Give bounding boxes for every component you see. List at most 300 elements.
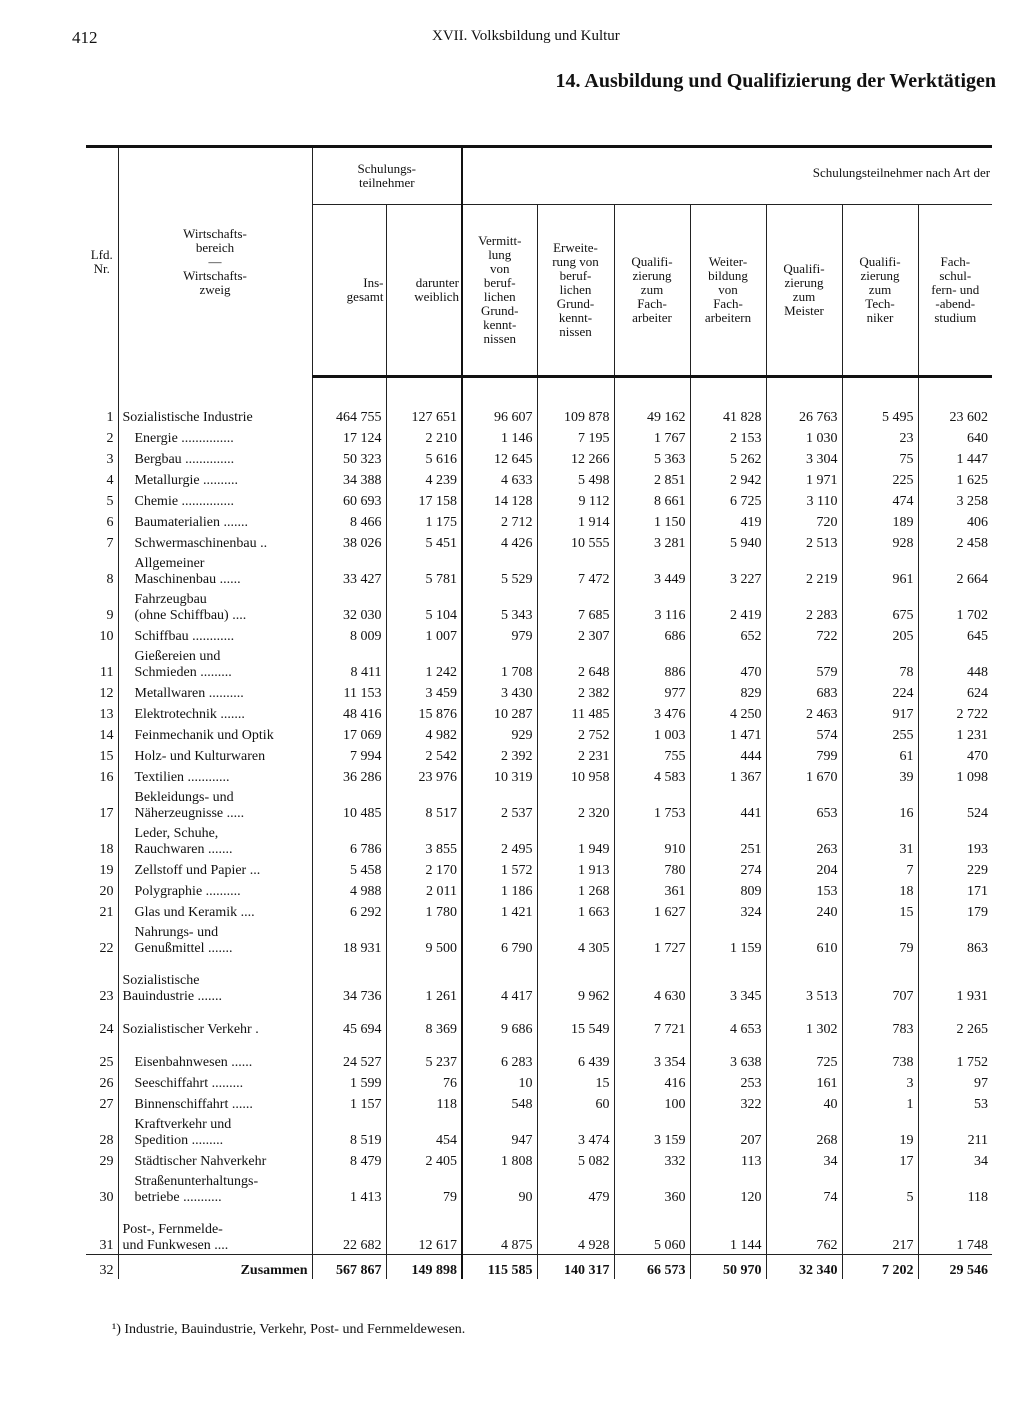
- table-row: [86, 531, 992, 552]
- cell-value: 3 449: [614, 552, 690, 588]
- cell-value: 1 242: [386, 645, 462, 681]
- table-row: [86, 1038, 992, 1071]
- cell-value: 2 542: [386, 744, 462, 765]
- table-row: [86, 681, 992, 702]
- cell-value: 5 451: [386, 531, 462, 552]
- row-label: Eisenbahnwesen ......: [118, 1038, 312, 1071]
- table-row: [86, 765, 992, 786]
- cell-value: 12 617: [386, 1206, 462, 1255]
- cell-value: 61: [842, 744, 918, 765]
- row-number: 2: [106, 431, 114, 446]
- cell-value: 645: [918, 624, 992, 645]
- cell-value: 1 627: [614, 900, 690, 921]
- cell-value: 16: [842, 786, 918, 822]
- row-label: Schiffbau ............: [118, 624, 312, 645]
- row-label: Elektrotechnik .......: [118, 702, 312, 723]
- cell-value: 1 421: [462, 900, 537, 921]
- cell-value: 8 411: [312, 645, 386, 681]
- cell-value: 34: [918, 1149, 992, 1170]
- cell-value: 3 159: [614, 1113, 690, 1149]
- cell-value: 5 082: [537, 1149, 614, 1170]
- table-row: [86, 645, 992, 681]
- cell-value: 2 463: [766, 702, 842, 723]
- row-number: 17: [99, 806, 114, 821]
- cell-value: 448: [918, 645, 992, 681]
- statistics-table: [86, 145, 992, 1279]
- header-c7: Fach- schul- fern- und -abend- studium: [918, 205, 992, 377]
- row-label: Gießereien und Schmieden .........: [118, 645, 312, 681]
- cell-value: 4 305: [537, 921, 614, 957]
- table-body: [86, 377, 992, 1280]
- row-number: 29: [99, 1154, 114, 1169]
- table-row: [86, 1071, 992, 1092]
- cell-value: 7 202: [842, 1255, 918, 1280]
- cell-value: 1 780: [386, 900, 462, 921]
- cell-value: 725: [766, 1038, 842, 1071]
- row-number: 18: [99, 842, 114, 857]
- cell-value: 1 157: [312, 1092, 386, 1113]
- table-row: [86, 858, 992, 879]
- cell-value: 33 427: [312, 552, 386, 588]
- row-number: 3: [106, 452, 114, 467]
- header-art-group: Schulungsteilnehmer nach Art der: [462, 147, 992, 205]
- cell-value: 8 009: [312, 624, 386, 645]
- cell-value: 5 495: [842, 377, 918, 427]
- cell-value: 3 281: [614, 531, 690, 552]
- cell-value: 60: [537, 1092, 614, 1113]
- row-number: 32: [86, 1255, 118, 1280]
- cell-value: 762: [766, 1206, 842, 1255]
- cell-value: 675: [842, 588, 918, 624]
- cell-value: 683: [766, 681, 842, 702]
- row-label: Bekleidungs- und Näherzeugnisse .....: [118, 786, 312, 822]
- cell-value: 738: [842, 1038, 918, 1071]
- table-row: [86, 1092, 992, 1113]
- row-label: Sozialistischer Verkehr .: [118, 1005, 312, 1038]
- cell-value: 7 472: [537, 552, 614, 588]
- cell-value: 45 694: [312, 1005, 386, 1038]
- cell-value: 3 345: [690, 957, 766, 1005]
- row-label: Allgemeiner Maschinenbau ......: [118, 552, 312, 588]
- cell-value: 75: [842, 447, 918, 468]
- row-number: 12: [99, 686, 114, 701]
- cell-value: 1 471: [690, 723, 766, 744]
- cell-value: 2 851: [614, 468, 690, 489]
- cell-value: 1 146: [462, 426, 537, 447]
- cell-value: 193: [918, 822, 992, 858]
- cell-value: 3 430: [462, 681, 537, 702]
- cell-value: 3 110: [766, 489, 842, 510]
- cell-value: 2 307: [537, 624, 614, 645]
- cell-value: 127 651: [386, 377, 462, 427]
- table-row: [86, 702, 992, 723]
- cell-value: 4 633: [462, 468, 537, 489]
- header-c2: Erweite- rung von beruf- lichen Grund- kennt- nissen: [537, 205, 614, 377]
- cell-value: 8 466: [312, 510, 386, 531]
- cell-value: 17 124: [312, 426, 386, 447]
- row-label: Leder, Schuhe, Rauchwaren .......: [118, 822, 312, 858]
- cell-value: 79: [842, 921, 918, 957]
- cell-value: 1 931: [918, 957, 992, 1005]
- row-label: Binnenschiffahrt ......: [118, 1092, 312, 1113]
- cell-value: 229: [918, 858, 992, 879]
- row-label: Seeschiffahrt .........: [118, 1071, 312, 1092]
- cell-value: 6 790: [462, 921, 537, 957]
- cell-value: 470: [690, 645, 766, 681]
- cell-value: 2 283: [766, 588, 842, 624]
- header-c6: Qualifi- zierung zum Tech- niker: [842, 205, 918, 377]
- row-number: 25: [99, 1055, 114, 1070]
- row-label: Bergbau ..............: [118, 447, 312, 468]
- cell-value: 253: [690, 1071, 766, 1092]
- cell-value: 910: [614, 822, 690, 858]
- cell-value: 29 546: [918, 1255, 992, 1280]
- row-number: 31: [99, 1238, 114, 1253]
- cell-value: 9 686: [462, 1005, 537, 1038]
- cell-value: 74: [766, 1170, 842, 1206]
- header-insgesamt: Ins- gesamt: [312, 205, 386, 377]
- table-row: [86, 1206, 992, 1255]
- cell-value: 1 231: [918, 723, 992, 744]
- cell-value: 97: [918, 1071, 992, 1092]
- cell-value: 640: [918, 426, 992, 447]
- cell-value: 224: [842, 681, 918, 702]
- cell-value: 18 931: [312, 921, 386, 957]
- table-row: [86, 822, 992, 858]
- header-teilnehmer-group: Schulungs- teilnehmer: [312, 147, 462, 205]
- cell-value: 361: [614, 879, 690, 900]
- row-number: 4: [106, 473, 114, 488]
- cell-value: 1 971: [766, 468, 842, 489]
- cell-value: 979: [462, 624, 537, 645]
- cell-value: 2 265: [918, 1005, 992, 1038]
- cell-value: 809: [690, 879, 766, 900]
- cell-value: 11 485: [537, 702, 614, 723]
- cell-value: 4 988: [312, 879, 386, 900]
- header-weiblich: darunter weiblich: [386, 205, 462, 377]
- running-head: XVII. Volksbildung und Kultur: [432, 28, 620, 44]
- table-row: [86, 489, 992, 510]
- cell-value: 780: [614, 858, 690, 879]
- cell-value: 755: [614, 744, 690, 765]
- cell-value: 4 928: [537, 1206, 614, 1255]
- cell-value: 22 682: [312, 1206, 386, 1255]
- row-number: 8: [106, 572, 114, 587]
- header-lfd: Lfd. Nr.: [86, 147, 118, 377]
- cell-value: 2 458: [918, 531, 992, 552]
- cell-value: 928: [842, 531, 918, 552]
- cell-value: 3 258: [918, 489, 992, 510]
- cell-value: 548: [462, 1092, 537, 1113]
- table-row: [86, 723, 992, 744]
- cell-value: 15 876: [386, 702, 462, 723]
- row-number: 23: [99, 989, 114, 1004]
- cell-value: 961: [842, 552, 918, 588]
- cell-value: 6 725: [690, 489, 766, 510]
- table-row: [86, 510, 992, 531]
- cell-value: 929: [462, 723, 537, 744]
- cell-value: 610: [766, 921, 842, 957]
- header-wirtschaft: Wirtschafts- bereich — Wirtschafts- zweig: [118, 147, 312, 377]
- cell-value: 783: [842, 1005, 918, 1038]
- cell-value: 76: [386, 1071, 462, 1092]
- cell-value: 11 153: [312, 681, 386, 702]
- cell-value: 4 417: [462, 957, 537, 1005]
- cell-value: 17 069: [312, 723, 386, 744]
- cell-value: 207: [690, 1113, 766, 1149]
- cell-value: 5 458: [312, 858, 386, 879]
- cell-value: 3 227: [690, 552, 766, 588]
- cell-value: 1 753: [614, 786, 690, 822]
- cell-value: 24 527: [312, 1038, 386, 1071]
- cell-value: 652: [690, 624, 766, 645]
- cell-value: 5 363: [614, 447, 690, 468]
- row-label: Metallwaren ..........: [118, 681, 312, 702]
- cell-value: 1 007: [386, 624, 462, 645]
- cell-value: 1 599: [312, 1071, 386, 1092]
- cell-value: 78: [842, 645, 918, 681]
- table-row: [86, 426, 992, 447]
- table-row: [86, 921, 992, 957]
- cell-value: 2 382: [537, 681, 614, 702]
- cell-value: 38 026: [312, 531, 386, 552]
- cell-value: 5: [842, 1170, 918, 1206]
- row-number: 24: [99, 1022, 114, 1037]
- cell-value: 1 302: [766, 1005, 842, 1038]
- row-number: 16: [99, 770, 114, 785]
- cell-value: 7 721: [614, 1005, 690, 1038]
- cell-value: 2 722: [918, 702, 992, 723]
- cell-value: 722: [766, 624, 842, 645]
- section-title: 14. Ausbildung und Qualifizierung der Werktätigen: [555, 70, 996, 92]
- cell-value: 7 195: [537, 426, 614, 447]
- table-row: [86, 552, 992, 588]
- cell-value: 17: [842, 1149, 918, 1170]
- cell-value: 23 602: [918, 377, 992, 427]
- cell-value: 416: [614, 1071, 690, 1092]
- cell-value: 90: [462, 1170, 537, 1206]
- cell-value: 4 583: [614, 765, 690, 786]
- cell-value: 10 319: [462, 765, 537, 786]
- row-label: Schwermaschinenbau ..: [118, 531, 312, 552]
- cell-value: 720: [766, 510, 842, 531]
- cell-value: 3 459: [386, 681, 462, 702]
- cell-value: 7 685: [537, 588, 614, 624]
- row-label: Metallurgie ..........: [118, 468, 312, 489]
- table-row: [86, 1255, 992, 1280]
- cell-value: 153: [766, 879, 842, 900]
- cell-value: 34 736: [312, 957, 386, 1005]
- cell-value: 2 419: [690, 588, 766, 624]
- cell-value: 3 638: [690, 1038, 766, 1071]
- cell-value: 115 585: [462, 1255, 537, 1280]
- page-number: 412: [72, 28, 98, 47]
- cell-value: 454: [386, 1113, 462, 1149]
- cell-value: 707: [842, 957, 918, 1005]
- table-row: [86, 447, 992, 468]
- cell-value: 23 976: [386, 765, 462, 786]
- cell-value: 5 237: [386, 1038, 462, 1071]
- cell-value: 217: [842, 1206, 918, 1255]
- row-label: Nahrungs- und Genußmittel .......: [118, 921, 312, 957]
- row-number: 10: [99, 629, 114, 644]
- row-label: Sozialistische Industrie: [118, 377, 312, 427]
- cell-value: 886: [614, 645, 690, 681]
- cell-value: 60 693: [312, 489, 386, 510]
- cell-value: 32 340: [766, 1255, 842, 1280]
- cell-value: 8 517: [386, 786, 462, 822]
- table-row: [86, 957, 992, 1005]
- row-number: 20: [99, 884, 114, 899]
- cell-value: 113: [690, 1149, 766, 1170]
- cell-value: 1 913: [537, 858, 614, 879]
- cell-value: 4 250: [690, 702, 766, 723]
- cell-value: 49 162: [614, 377, 690, 427]
- row-number: 14: [99, 728, 114, 743]
- cell-value: 118: [918, 1170, 992, 1206]
- cell-value: 240: [766, 900, 842, 921]
- cell-value: 1 186: [462, 879, 537, 900]
- cell-value: 322: [690, 1092, 766, 1113]
- cell-value: 9 112: [537, 489, 614, 510]
- row-number: 9: [106, 608, 114, 623]
- cell-value: 10 287: [462, 702, 537, 723]
- cell-value: 34 388: [312, 468, 386, 489]
- cell-value: 10 555: [537, 531, 614, 552]
- cell-value: 2 392: [462, 744, 537, 765]
- cell-value: 14 128: [462, 489, 537, 510]
- cell-value: 1 702: [918, 588, 992, 624]
- cell-value: 917: [842, 702, 918, 723]
- cell-value: 255: [842, 723, 918, 744]
- cell-value: 3 354: [614, 1038, 690, 1071]
- cell-value: 2 320: [537, 786, 614, 822]
- cell-value: 225: [842, 468, 918, 489]
- row-label: Polygraphie ..........: [118, 879, 312, 900]
- cell-value: 1 670: [766, 765, 842, 786]
- cell-value: 3 513: [766, 957, 842, 1005]
- row-number: 6: [106, 515, 114, 530]
- row-label: Zellstoff und Papier ...: [118, 858, 312, 879]
- cell-value: 189: [842, 510, 918, 531]
- cell-value: 10: [462, 1071, 537, 1092]
- row-label: Post-, Fernmelde- und Funkwesen ....: [118, 1206, 312, 1255]
- cell-value: 2 942: [690, 468, 766, 489]
- cell-value: 1 367: [690, 765, 766, 786]
- row-number: 1: [106, 410, 114, 425]
- cell-value: 171: [918, 879, 992, 900]
- cell-value: 251: [690, 822, 766, 858]
- cell-value: 1 625: [918, 468, 992, 489]
- cell-value: 8 519: [312, 1113, 386, 1149]
- row-label: Sozialistische Bauindustrie .......: [118, 957, 312, 1005]
- cell-value: 1 098: [918, 765, 992, 786]
- row-number: 30: [99, 1190, 114, 1205]
- cell-value: 50 323: [312, 447, 386, 468]
- cell-value: 1 727: [614, 921, 690, 957]
- cell-value: 419: [690, 510, 766, 531]
- cell-value: 441: [690, 786, 766, 822]
- cell-value: 470: [918, 744, 992, 765]
- cell-value: 444: [690, 744, 766, 765]
- row-number: 5: [106, 494, 114, 509]
- header-c5: Qualifi- zierung zum Meister: [766, 205, 842, 377]
- cell-value: 1 663: [537, 900, 614, 921]
- cell-value: 2 664: [918, 552, 992, 588]
- table-row: [86, 1170, 992, 1206]
- cell-value: 479: [537, 1170, 614, 1206]
- row-label: Glas und Keramik ....: [118, 900, 312, 921]
- cell-value: 2 495: [462, 822, 537, 858]
- cell-value: 1 144: [690, 1206, 766, 1255]
- cell-value: 5 060: [614, 1206, 690, 1255]
- table-row: [86, 588, 992, 624]
- cell-value: 118: [386, 1092, 462, 1113]
- row-label: Zusammen: [118, 1255, 312, 1280]
- cell-value: 324: [690, 900, 766, 921]
- row-number: 21: [99, 905, 114, 920]
- cell-value: 1 949: [537, 822, 614, 858]
- cell-value: 4 239: [386, 468, 462, 489]
- cell-value: 653: [766, 786, 842, 822]
- cell-value: 947: [462, 1113, 537, 1149]
- cell-value: 274: [690, 858, 766, 879]
- cell-value: 36 286: [312, 765, 386, 786]
- cell-value: 2 537: [462, 786, 537, 822]
- cell-value: 1 159: [690, 921, 766, 957]
- cell-value: 567 867: [312, 1255, 386, 1280]
- cell-value: 7: [842, 858, 918, 879]
- row-number: 15: [99, 749, 114, 764]
- cell-value: 5 529: [462, 552, 537, 588]
- cell-value: 2 648: [537, 645, 614, 681]
- cell-value: 15: [842, 900, 918, 921]
- cell-value: 53: [918, 1092, 992, 1113]
- cell-value: 474: [842, 489, 918, 510]
- row-number: 19: [99, 863, 114, 878]
- cell-value: 1 748: [918, 1206, 992, 1255]
- row-label: Baumaterialien .......: [118, 510, 312, 531]
- cell-value: 1 030: [766, 426, 842, 447]
- cell-value: 5 498: [537, 468, 614, 489]
- cell-value: 5 616: [386, 447, 462, 468]
- cell-value: 6 292: [312, 900, 386, 921]
- cell-value: 4 630: [614, 957, 690, 1005]
- cell-value: 863: [918, 921, 992, 957]
- cell-value: 268: [766, 1113, 842, 1149]
- row-label: Textilien ............: [118, 765, 312, 786]
- cell-value: 3 304: [766, 447, 842, 468]
- cell-value: 2 513: [766, 531, 842, 552]
- cell-value: 9 962: [537, 957, 614, 1005]
- cell-value: 1 767: [614, 426, 690, 447]
- cell-value: 204: [766, 858, 842, 879]
- cell-value: 15 549: [537, 1005, 614, 1038]
- cell-value: 5 104: [386, 588, 462, 624]
- cell-value: 211: [918, 1113, 992, 1149]
- cell-value: 15: [537, 1071, 614, 1092]
- row-label: Straßenunterhaltungs- betriebe ...........: [118, 1170, 312, 1206]
- cell-value: 977: [614, 681, 690, 702]
- cell-value: 17 158: [386, 489, 462, 510]
- cell-value: 8 479: [312, 1149, 386, 1170]
- table-row: [86, 879, 992, 900]
- table-row: [86, 468, 992, 489]
- cell-value: 12 266: [537, 447, 614, 468]
- cell-value: 39: [842, 765, 918, 786]
- cell-value: 799: [766, 744, 842, 765]
- cell-value: 23: [842, 426, 918, 447]
